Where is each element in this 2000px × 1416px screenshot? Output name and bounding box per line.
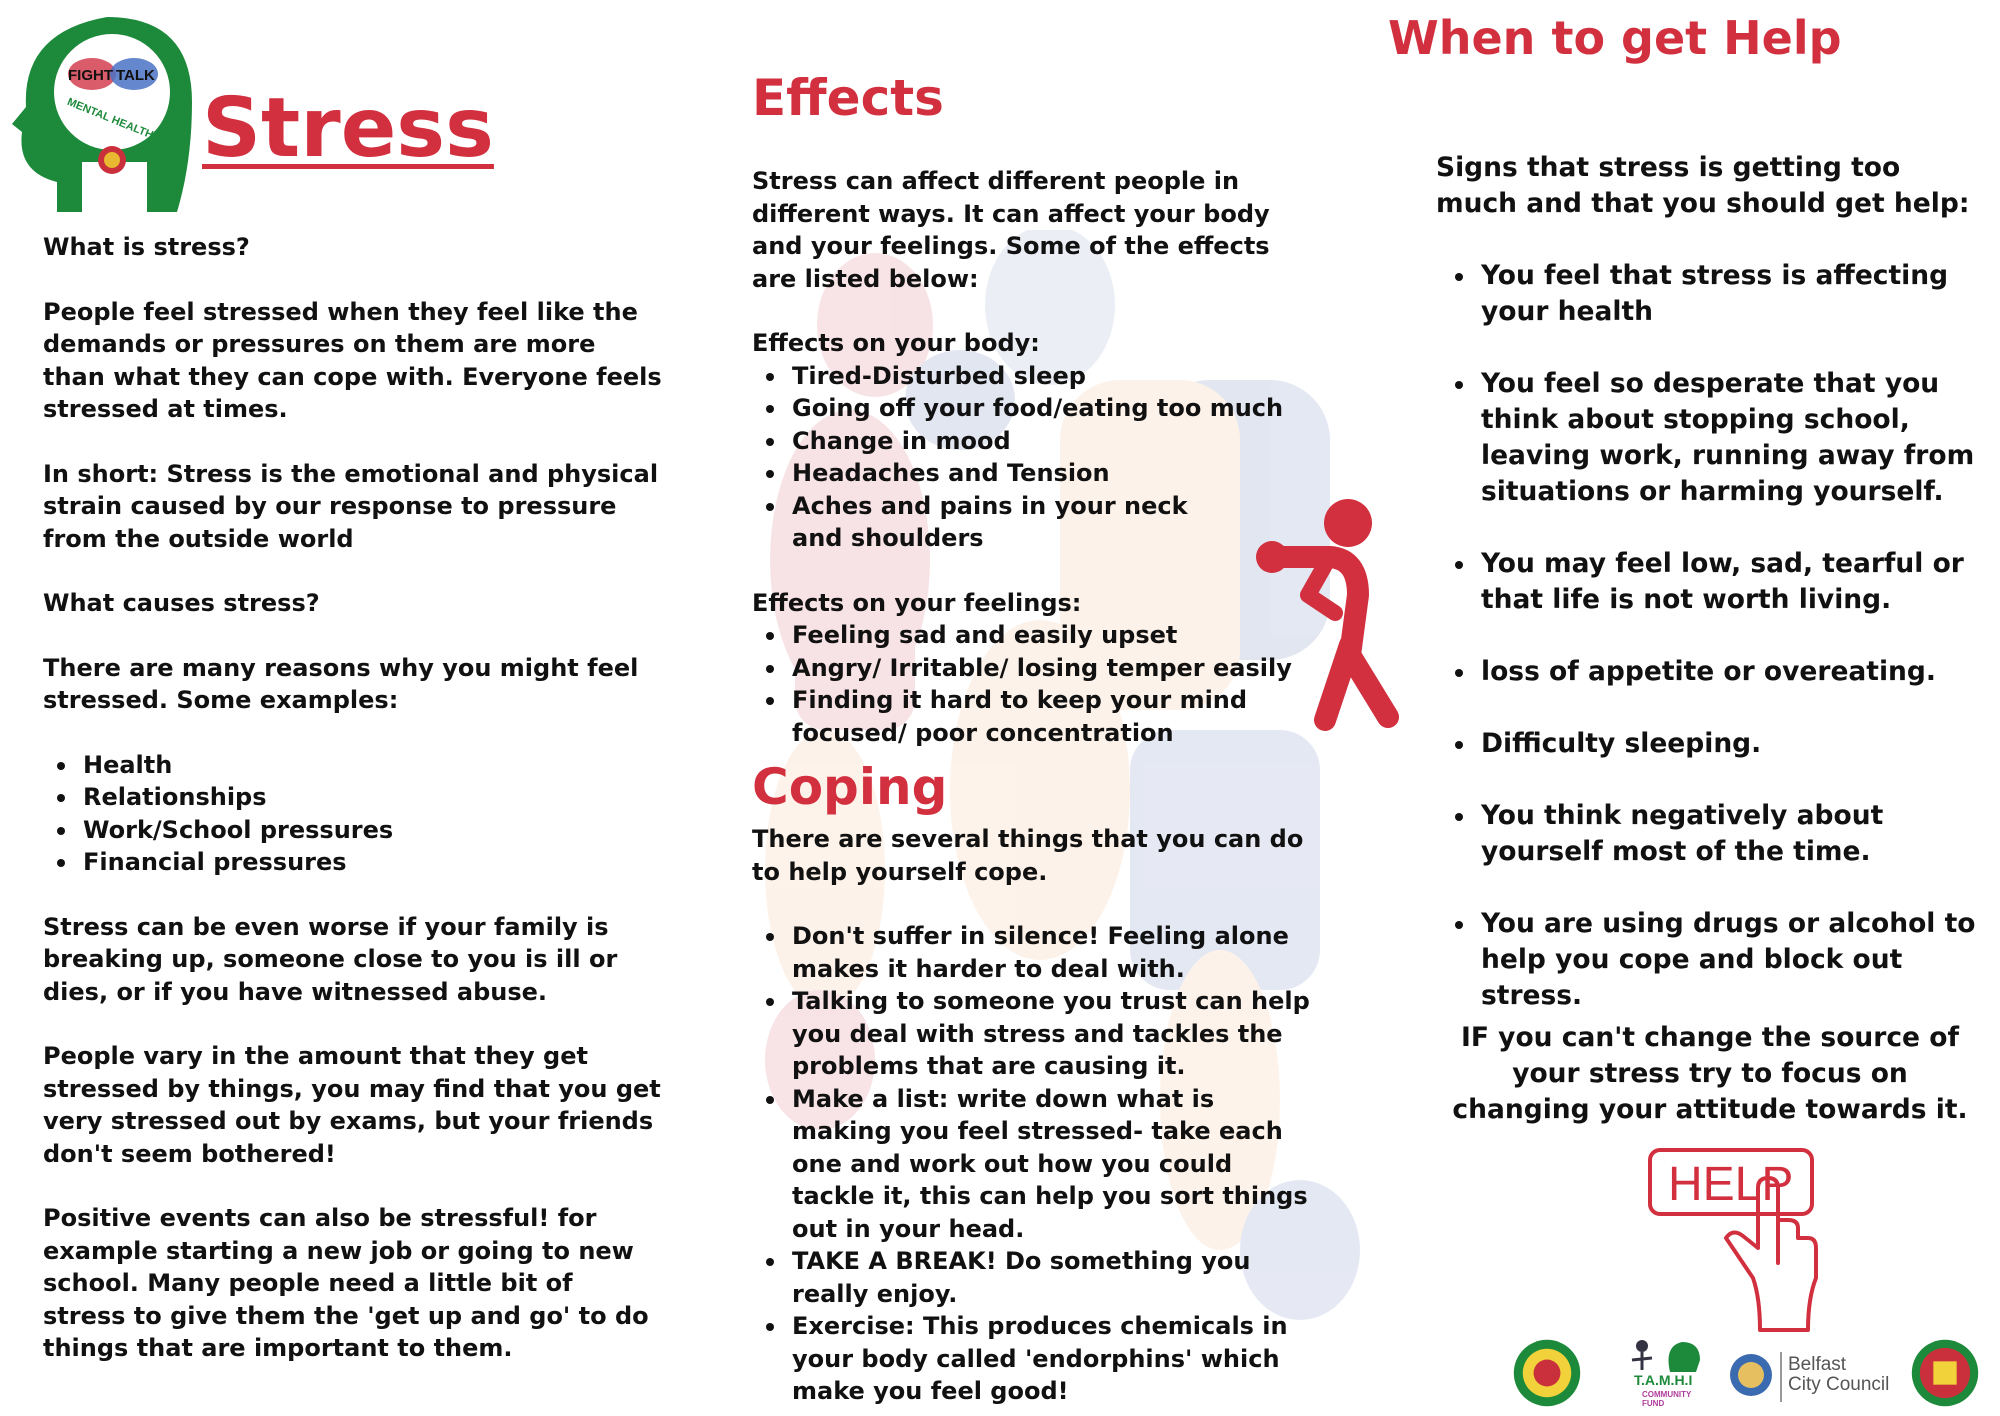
list-item: Health: [83, 749, 663, 782]
list-item: You feel that stress is affecting your health: [1481, 258, 1981, 330]
fight-talk-logo: [12, 12, 192, 212]
list-item: Tired-Disturbed sleep: [792, 360, 1322, 393]
help-button: [1648, 1148, 1818, 1333]
list-item: Financial pressures: [83, 846, 663, 879]
help-section: [1436, 150, 1981, 1050]
logo-fight: FIGHT: [68, 67, 113, 84]
ireland-boxing-crest: [1906, 1338, 1984, 1416]
feelings-effects-list: [752, 619, 1322, 749]
stress-short-definition: In short: Stress is the emotional and physical strain caused by our response to pressure from the outside world: [43, 459, 659, 553]
causes-intro: There are many reasons why you might feel stressed. Some examples:: [43, 653, 639, 714]
vary-paragraph: People vary in the amount that they get stressed by things, you may find that you get very stressed out by exams, but your friends don't seem bothered!: [43, 1042, 661, 1168]
list-item: Don't suffer in silence! Feeling alone makes it harder to deal with.: [792, 920, 1322, 985]
community-fund-label: [1642, 1390, 1691, 1408]
list-item: Difficulty sleeping.: [1481, 726, 1981, 762]
body-effects-label: Effects on your body:: [752, 329, 1040, 357]
list-item: Work/School pressures: [83, 814, 663, 847]
feelings-effects-label: Effects on your feelings:: [752, 588, 1082, 617]
list-item: You may feel low, sad, tearful or that life is not worth living.: [1481, 546, 1981, 618]
coping-section: [752, 823, 1322, 1408]
effects-section: [752, 165, 1322, 749]
causes-list: [43, 749, 663, 879]
fund-label: FUND: [1642, 1399, 1665, 1408]
list-item: Headaches and Tension: [792, 457, 1322, 490]
list-item: Angry/ Irritable/ losing temper easily: [792, 652, 1322, 685]
list-item: Feeling sad and easily upset: [792, 619, 1322, 652]
positive-events-paragraph: Positive events can also be stressful! for example starting a new job or going to new school. Many people need a little bit of stress to give them the 'get up and go' to do things that are important to them.: [43, 1204, 649, 1362]
page-title: Stress: [202, 81, 494, 176]
list-item: Make a list: write down what is making you feel stressed- take each one and work out how you could tackle it, this can help you sort things out in your head.: [792, 1083, 1322, 1246]
list-item: You think negatively about yourself most of the time.: [1481, 798, 1981, 870]
list-item: TAKE A BREAK! Do something you really enjoy.: [792, 1245, 1322, 1310]
what-causes-heading: What causes stress?: [43, 589, 320, 617]
list-item: You are using drugs or alcohol to help you cope and block out stress.: [1481, 906, 1981, 1014]
help-signs-list: [1436, 258, 1981, 1014]
coping-list: [752, 920, 1322, 1408]
list-item: Finding it hard to keep your mind focused/ poor concentration: [792, 684, 1322, 749]
city-council-label: City Council: [1788, 1374, 1890, 1395]
list-item: You feel so desperate that you think about stopping school, leaving work, running away from situations or harming yourself.: [1481, 366, 1981, 510]
community-label: COMMUNITY: [1642, 1390, 1692, 1399]
stress-definition: People feel stressed when they feel like the demands or pressures on them are more than what they can cope with. Everyone feels stressed at times.: [43, 297, 662, 423]
help-intro: Signs that stress is getting too much and that you should get help:: [1436, 152, 1970, 219]
left-column: [43, 231, 663, 1365]
list-item: Relationships: [83, 781, 663, 814]
county-antrim-boxing-logo: [1508, 1338, 1586, 1416]
body-effects-list: [752, 360, 1322, 555]
logo-talk: TALK: [116, 67, 155, 84]
logo-mental-health: MENTAL HEALTH: [65, 96, 155, 142]
list-item: Change in mood: [792, 425, 1322, 458]
list-item: Going off your food/eating too much: [792, 392, 1322, 425]
worse-paragraph: Stress can be even worse if your family is breaking up, someone close to you is ill or dies, or if you have witnessed abuse.: [43, 912, 618, 1006]
belfast-city-council-logo: [1728, 1352, 1903, 1404]
list-item: loss of appetite or overeating.: [1481, 654, 1981, 690]
tamhi-logo: [1620, 1336, 1706, 1412]
coping-heading: Coping: [752, 758, 948, 816]
list-item: Exercise: This produces chemicals in your body called 'endorphins' which make you feel good!: [792, 1310, 1322, 1408]
coping-intro: There are several things that you can do to help yourself cope.: [752, 825, 1304, 886]
list-item: Talking to someone you trust can help you deal with stress and tackles the problems that are causing it.: [792, 985, 1322, 1083]
list-item: Aches and pains in your neck and shoulders: [792, 490, 1212, 555]
help-button-label: HELP: [1668, 1158, 1794, 1211]
help-heading: When to get Help: [1388, 11, 1842, 65]
logo-divider: [1780, 1352, 1782, 1402]
effects-intro: Stress can affect different people in different ways. It can affect your body and your feelings. Some of the effects are listed below:: [752, 167, 1270, 293]
belfast-label: Belfast: [1788, 1354, 1847, 1375]
what-is-stress-heading: What is stress?: [43, 233, 250, 261]
help-closing: IF you can't change the source of your stress try to focus on changing your attitude towards it.: [1452, 1022, 1968, 1125]
effects-heading: Effects: [752, 69, 944, 127]
tamhi-label: T.A.M.H.I: [1634, 1372, 1693, 1388]
